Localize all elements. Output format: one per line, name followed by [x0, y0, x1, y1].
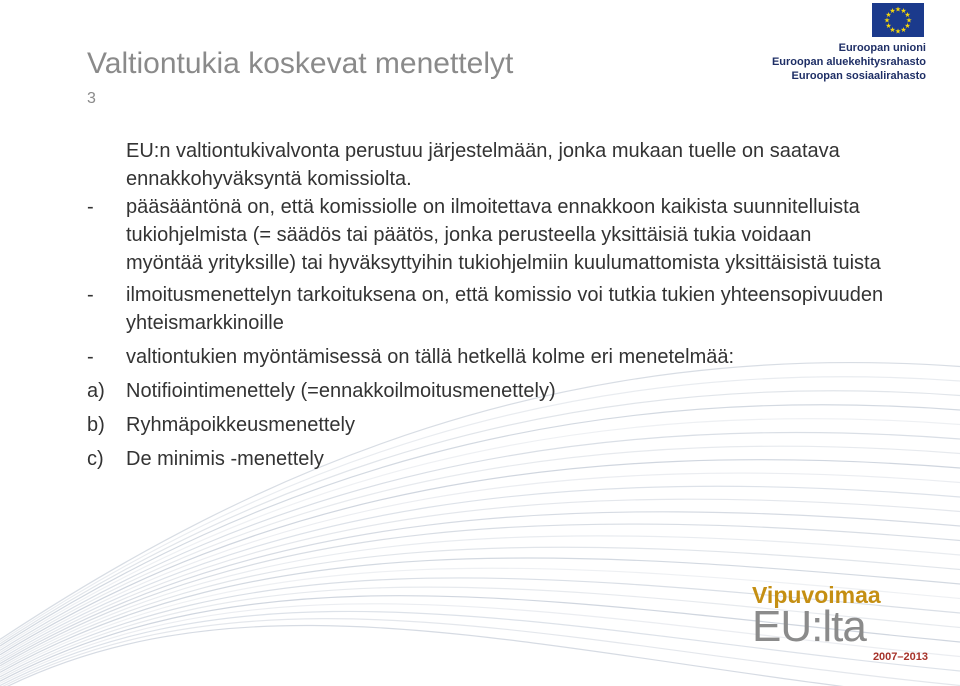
flag-star: ★	[889, 8, 896, 15]
list-item-text: pääsääntönä on, että komissiolle on ilmoitettava ennakkoon kaikista suunnitelluista tukiohjelmista (= säädös tai päätös, jonka perusteella yksittäisiä tukia voidaan myöntää yrityksille) tai hyväksyttyihin tukiohjelmiin kuulumattomista yksittäisistä tuista	[126, 196, 881, 274]
method-item	[87, 445, 887, 473]
method-marker: a)	[87, 380, 105, 402]
flag-star: ★	[883, 17, 891, 25]
list-item	[87, 193, 887, 277]
intro-paragraph	[87, 137, 887, 193]
list-item-text: ilmoitusmenettelyn tarkoituksena on, että komissio voi tutkia tukien yhteensopivuuden yhteismarkkinoille	[126, 284, 884, 334]
flag-star: ★	[904, 12, 911, 19]
list-item	[87, 343, 887, 371]
method-item	[87, 377, 887, 405]
method-text: Ryhmäpoikkeusmenettely	[126, 414, 355, 436]
method-marker: c)	[87, 448, 104, 470]
flag-star: ★	[894, 28, 902, 36]
flag-star: ★	[905, 17, 913, 25]
page-title: Valtiontukia koskevat menettelyt	[87, 47, 514, 80]
list-marker: -	[87, 196, 94, 218]
flag-star: ★	[900, 8, 907, 15]
method-marker: b)	[87, 414, 105, 436]
eu-logo-line: Euroopan aluekehitysrahasto	[771, 56, 926, 68]
method-item	[87, 411, 887, 439]
list-item	[87, 281, 887, 337]
logo-years: 2007–2013	[872, 651, 928, 663]
eu-logo-text	[760, 41, 926, 83]
page-number: 3	[87, 90, 96, 107]
vipuvoimaa-logo-tagline: Vipuvoimaa	[752, 582, 881, 608]
slide-content	[87, 137, 887, 473]
flag-star: ★	[900, 27, 907, 34]
list-marker: -	[87, 284, 94, 306]
method-text: Notifiointimenettely (=ennakkoilmoitusmenettely)	[126, 380, 556, 402]
flag-star: ★	[889, 27, 896, 34]
flag-star: ★	[904, 23, 911, 30]
list-item-text: valtiontukien myöntämisessä on tällä hetkellä kolme eri menetelmää:	[126, 346, 735, 368]
eu-flag-icon	[872, 3, 924, 37]
intro-text: EU:n valtiontukivalvonta perustuu järjestelmään, jonka mukaan tuelle on saatava ennakkohyväksyntä komissiolta.	[126, 140, 840, 190]
method-text: De minimis -menettely	[126, 448, 324, 470]
eu-logo-line: Euroopan unioni	[838, 42, 926, 54]
eu-logo-line: Euroopan sosiaalirahasto	[791, 70, 926, 82]
flag-star: ★	[885, 12, 892, 19]
flag-star: ★	[894, 6, 902, 14]
list-marker: -	[87, 346, 94, 368]
eulta-logo-mark: EU:lta	[752, 602, 866, 651]
flag-star: ★	[885, 23, 892, 30]
